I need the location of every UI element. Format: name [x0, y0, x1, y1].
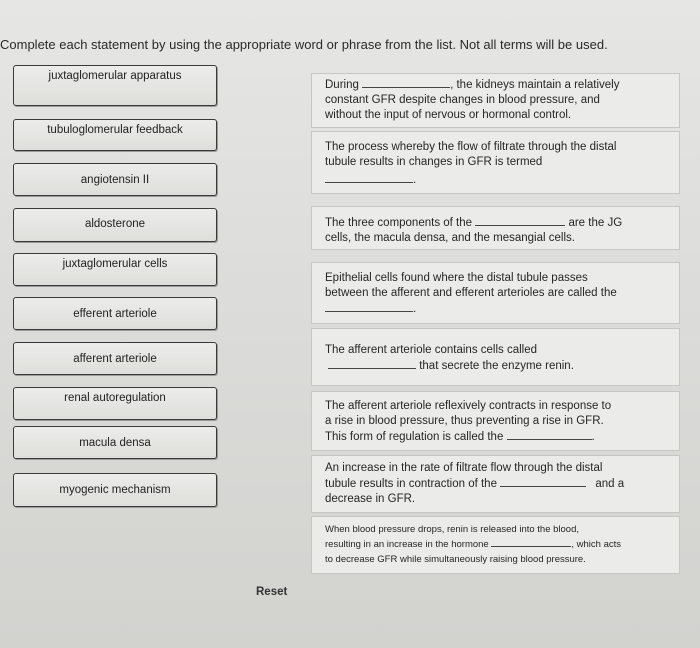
term-efferent-arteriole[interactable]: efferent arteriole	[13, 297, 217, 330]
statement-6: The afferent arteriole reflexively contracts in response to a rise in blood pressure, thus preventing a rise in GFR. This form of regulation is called the .	[311, 391, 680, 451]
statement-7: An increase in the rate of filtrate flow through the distal tubule results in contraction of the and a decrease in GFR.	[311, 455, 680, 513]
instructions-text: Complete each statement by using the appropriate word or phrase from the list. Not all terms will be used.	[0, 37, 608, 52]
statement-4: Epithelial cells found where the distal tubule passes between the afferent and efferent arterioles are called the .	[311, 262, 680, 324]
term-myogenic-mechanism[interactable]: myogenic mechanism	[13, 473, 217, 507]
term-afferent-arteriole[interactable]: afferent arteriole	[13, 342, 217, 375]
statement-5: The afferent arteriole contains cells called that secrete the enzyme renin.	[311, 328, 680, 386]
statement-2: The process whereby the flow of filtrate through the distal tubule results in changes in GFR is termed .	[311, 131, 680, 194]
drop-zone-1[interactable]	[362, 77, 450, 88]
drop-zone-7[interactable]	[500, 476, 586, 487]
term-juxtaglomerular-cells[interactable]: juxtaglomerular cells	[13, 253, 217, 286]
drop-zone-5[interactable]	[328, 358, 416, 369]
term-tubuloglomerular-feedback[interactable]: tubuloglomerular feedback	[13, 119, 217, 151]
statement-8: When blood pressure drops, renin is released into the blood, resulting in an increase in the hormone , which acts to decrease GFR while simultaneously raising blood pressure.	[311, 516, 680, 574]
drop-zone-4[interactable]	[325, 301, 413, 312]
term-renal-autoregulation[interactable]: renal autoregulation	[13, 387, 217, 420]
drop-zone-3[interactable]	[475, 215, 565, 226]
drop-zone-8[interactable]	[491, 538, 571, 547]
statement-1: During , the kidneys maintain a relatively constant GFR despite changes in blood pressure, and without the input of nervous or hormonal control.	[311, 73, 680, 128]
term-angiotensin-ii[interactable]: angiotensin II	[13, 163, 217, 196]
term-juxtaglomerular-apparatus[interactable]: juxtaglomerular apparatus	[13, 65, 217, 106]
reset-button[interactable]: Reset	[256, 586, 288, 598]
statement-3: The three components of the are the JG cells, the macula densa, and the mesangial cells.	[311, 206, 680, 250]
drop-zone-2[interactable]	[325, 172, 413, 183]
term-aldosterone[interactable]: aldosterone	[13, 208, 217, 242]
term-macula-densa[interactable]: macula densa	[13, 426, 217, 459]
drop-zone-6[interactable]	[507, 429, 592, 440]
